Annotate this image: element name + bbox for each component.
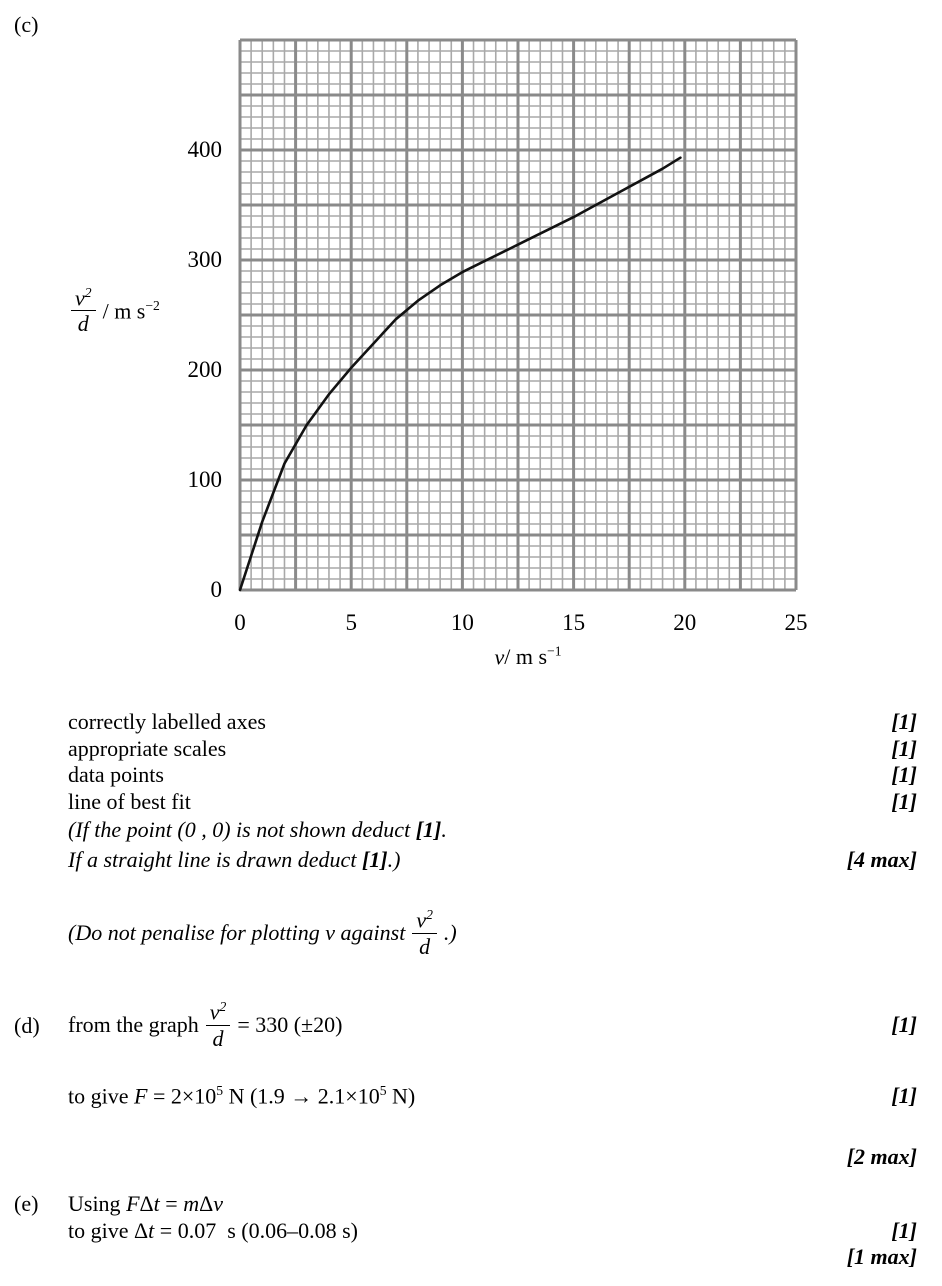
mark-badge: [1] [891, 1012, 917, 1037]
x-tick-label: 25 [784, 610, 808, 635]
mark-badge: [1] [891, 709, 917, 734]
y-tick-label: 300 [187, 247, 222, 272]
part-e-line2: to give Δt = 0.07 s (0.06–0.08 s) [1] [68, 1218, 917, 1243]
note-do-not-penalise: (Do not penalise for plotting v against $\frac{v^2}{d}$ .) [68, 907, 457, 959]
mark-badge: [1] [891, 1083, 917, 1109]
y-tick-label: 400 [187, 137, 222, 162]
marking-criteria-list [68, 709, 917, 815]
mark-badge: [1] [891, 735, 917, 761]
part-d-line1: from the graph $\frac{v^2}{d}$ = 330 (±20) [1] [68, 999, 917, 1051]
mark-badge: [1] [361, 847, 388, 872]
part-d-line2: to give $F = 2\times 10^5$ N ($1.9 \to 2.1\times 10^5$ N) [1] [68, 1083, 917, 1109]
marking-text: correctly labelled axes [68, 709, 266, 734]
x-tick-label: 5 [345, 610, 357, 635]
x-axis-label: v/ m $s^{-1}$ [494, 644, 562, 670]
note-deduct-origin: (If the point (0 , 0) is not shown deduct [1]. [68, 817, 447, 842]
max-marks-badge: [4 max] [846, 847, 917, 872]
marking-item [68, 709, 917, 736]
marking-item [68, 789, 917, 816]
x-tick-label: 15 [562, 610, 586, 635]
x-tick-label: 20 [673, 610, 697, 635]
y-axis-fraction: $\frac{v^2}{d}$ [71, 286, 96, 336]
marking-text: data points [68, 762, 164, 788]
part-c-label: (c) [14, 12, 39, 37]
mark-badge: [1] [891, 762, 917, 788]
part-e-line1: Using FΔt = mΔv [68, 1191, 224, 1216]
fraction-v2-over-d: $\frac{v^2}{d}$ [206, 1000, 231, 1050]
fraction-v2-over-d: $\frac{v^2}{d}$ [412, 908, 437, 958]
mark-badge: [1] [891, 788, 917, 814]
max-marks-badge: [2 max] [846, 1144, 917, 1169]
x-tick-label: 10 [450, 610, 474, 635]
mark-badge: [1] [891, 1218, 917, 1243]
note-deduct-straight-line: If a straight line is drawn deduct [1].) [4 max] [68, 847, 917, 872]
max-marks-badge: [1 max] [846, 1244, 917, 1269]
marking-item [68, 762, 917, 789]
marking-text: line of best fit [68, 788, 191, 814]
x-tick-label: 0 [234, 610, 246, 635]
x-axis-ticks [234, 610, 808, 640]
marking-text: appropriate scales [68, 735, 227, 761]
y-tick-label: 0 [210, 577, 222, 602]
y-tick-label: 100 [187, 467, 222, 492]
graph-svg [240, 40, 796, 590]
graph-grid [240, 40, 796, 590]
y-tick-label: 200 [187, 357, 222, 382]
marking-item [68, 736, 917, 763]
part-d-label: (d) [14, 1013, 40, 1038]
mark-badge: [1] [415, 817, 442, 842]
y-axis-label: $\frac{v^2}{d}$ / m $s^{-2}$ [64, 286, 160, 336]
part-e-label: (e) [14, 1191, 39, 1216]
